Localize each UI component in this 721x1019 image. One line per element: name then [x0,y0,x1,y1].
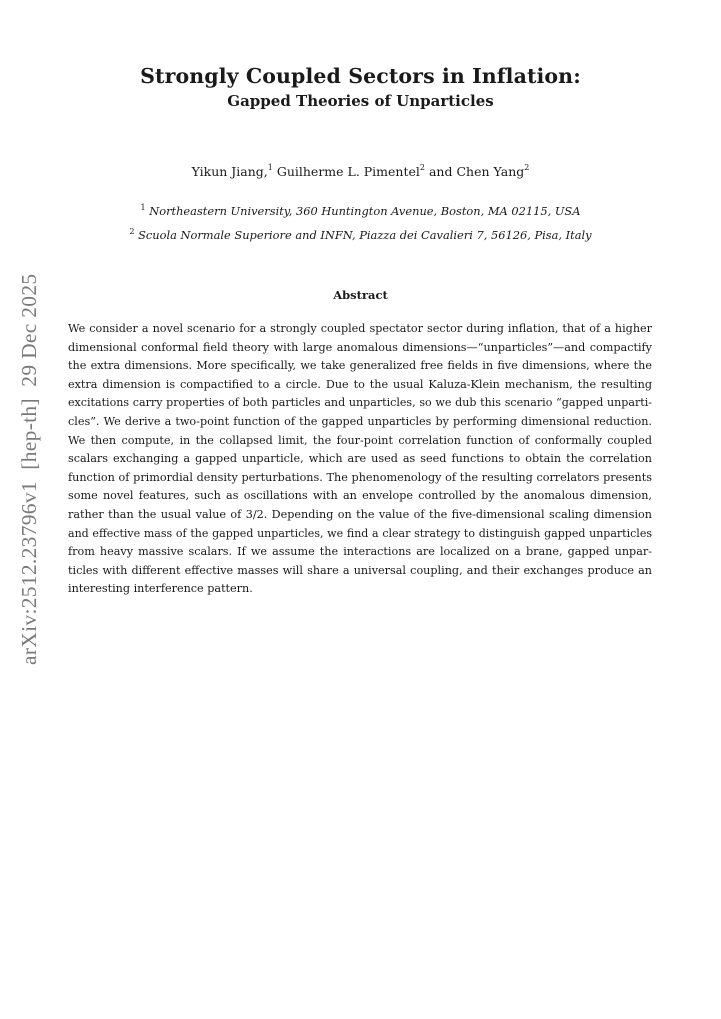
arxiv-identifier-stamp: arXiv:2512.23796v1 [hep-th] 29 Dec 2025 [17,273,41,665]
abstract-line: function of primordial density perturbations. The phenomenology of the resulting correlators presents [68,470,652,484]
author-list [0,164,721,179]
abstract-heading: Abstract [333,288,388,302]
abstract-line: interesting interference pattern. [68,582,253,596]
paper-subtitle: Gapped Theories of Unparticles [227,92,494,110]
abstract-line: We then compute, in the collapsed limit, the four-point correlation function of conformally coupled [68,433,652,447]
abstract-line: and effective mass of the gapped unparticles, we find a clear strategy to distinguish gapped unparticles [68,526,652,540]
author-name: Guilherme L. Pimentel [272,164,420,180]
author-affiliation-mark: 2 [524,163,530,172]
abstract-line: extra dimension is compactified to a circle. Due to the usual Kaluza-Klein mechanism, the resulting [68,377,652,391]
abstract-line: excitations carry properties of both particles and unparticles, so we dub this scenario “gapped unparti- [68,396,652,410]
affiliation [0,203,721,218]
abstract-line: ticles with different effective masses will share a universal coupling, and their exchanges produce an [68,563,652,577]
affiliation [0,227,721,242]
abstract-body [68,320,652,599]
affiliation-text: Northeastern University, 360 Huntington Avenue, Boston, MA 02115, USA [149,203,581,218]
affiliation-text: Scuola Normale Superiore and INFN, Piazza dei Cavalieri 7, 56126, Pisa, Italy [138,227,592,242]
affiliation-mark: 1 [140,203,146,212]
abstract-line: the extra dimensions. More specifically, we take generalized free fields in five dimensions, where the [68,359,652,373]
abstract-line: scalars exchanging a gapped unparticle, which are used as seed functions to obtain the correlation [68,452,652,466]
abstract-line: cles”. We derive a two-point function of the gapped unparticles by performing dimensional reduction. [68,414,652,428]
author-name: Yikun Jiang, [191,164,268,180]
abstract-line: We consider a novel scenario for a strongly coupled spectator sector during inflation, that of a higher [68,322,652,335]
author-name: and Chen Yang [425,164,525,180]
author-affiliation-mark: 1 [267,163,273,172]
abstract-line: some novel features, such as oscillations with an envelope controlled by the anomalous dimension, [68,489,652,503]
author-affiliation-mark: 2 [419,163,425,172]
abstract-line: dimensional conformal field theory with large anomalous dimensions—“unparticles”—and compactify [68,340,652,354]
abstract-line: from heavy massive scalars. If we assume the interactions are localized on a brane, gapped unpar- [68,545,652,559]
affiliation-mark: 2 [129,227,135,236]
paper-title: Strongly Coupled Sectors in Inflation: [140,64,581,88]
abstract-line: rather than the usual value of 3/2. Depending on the value of the five-dimensional scaling dimension [68,507,652,521]
